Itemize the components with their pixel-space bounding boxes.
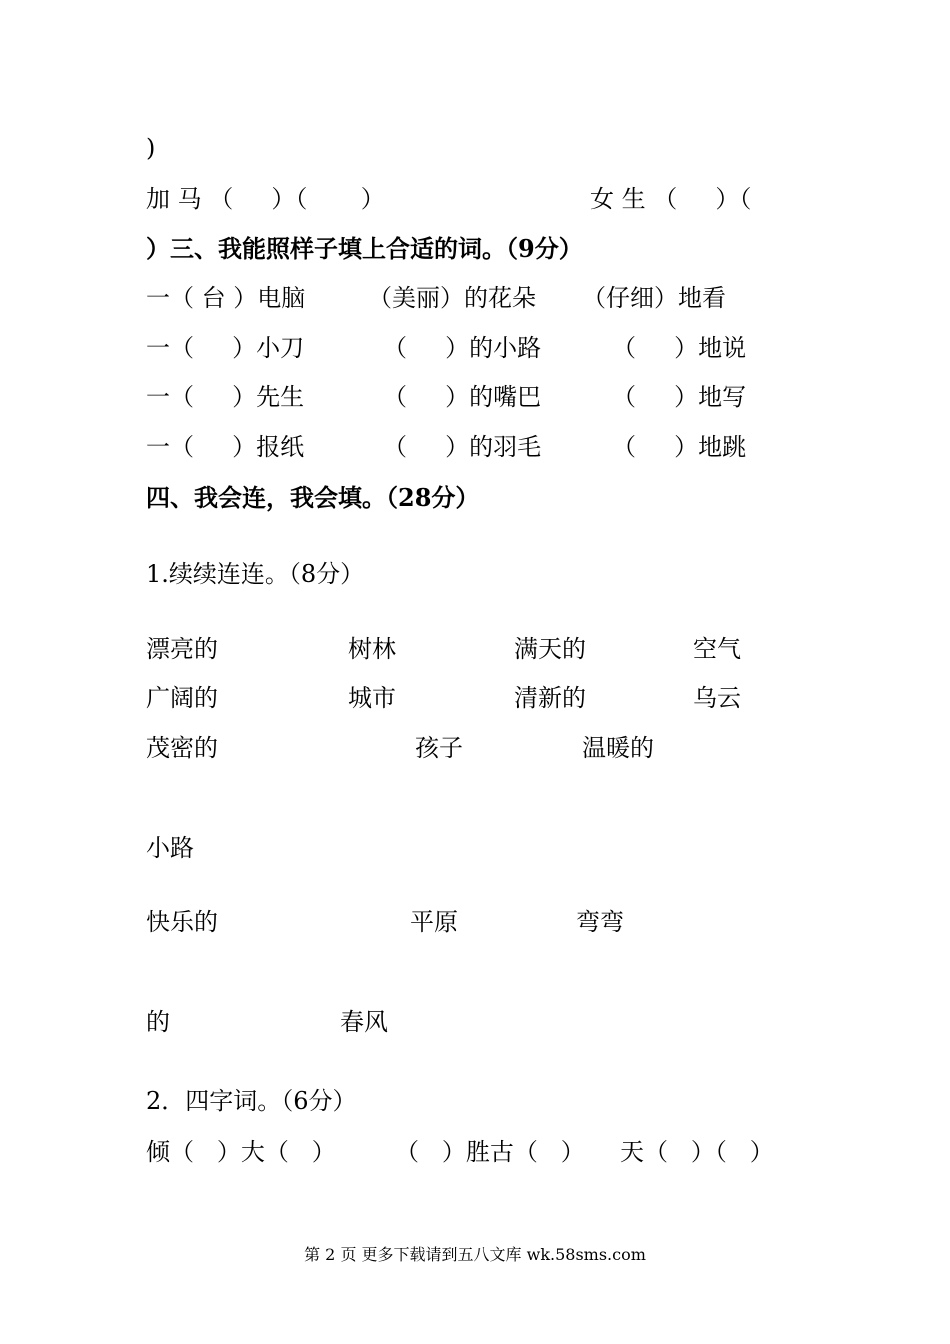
- match-row5-b: 平原: [410, 908, 458, 936]
- q1-title: 1.续续连连。（8分）: [146, 560, 365, 588]
- q2-item-2: （ ）胜古（ ）: [395, 1138, 585, 1166]
- nvsheng-line: 女 生 （ ）（: [590, 185, 752, 213]
- fill-row2-col2: （ ）的小路: [383, 334, 542, 362]
- section4-heading: 四、我会连，我会填。（28分）: [146, 483, 480, 512]
- jiama-line: 加 马 （ ）（ ）: [146, 185, 385, 213]
- match-row3-c: 温暖的: [582, 734, 654, 762]
- match-row6-b: 春风: [340, 1008, 388, 1036]
- section3-heading: ）三、我能照样子填上合适的词。（9分）: [146, 234, 583, 263]
- match-row1-c: 满天的: [514, 635, 586, 663]
- q2-item-3: 天（ ）（ ）: [620, 1138, 774, 1166]
- fill-row4-col2: （ ）的羽毛: [383, 433, 542, 461]
- fill-row3-col2: （ ）的嘴巴: [383, 383, 542, 411]
- fill-row4-col3: （ ）地跳: [612, 433, 747, 461]
- match-row3-b: 孩子: [415, 734, 463, 762]
- match-row5-c: 弯弯: [576, 908, 624, 936]
- paren-close-line: ): [146, 134, 156, 162]
- match-row6-a: 的: [146, 1008, 170, 1036]
- match-row2-a: 广阔的: [146, 684, 218, 712]
- fill-row4-col1: 一（ ）报纸: [146, 433, 305, 461]
- page-footer: 第 2 页 更多下载请到五八文库 wk.58sms.com: [304, 1245, 646, 1264]
- match-row2-d: 乌云: [693, 684, 741, 712]
- fill-row1-col2: （美丽）的花朵: [368, 284, 536, 312]
- match-row1-a: 漂亮的: [146, 635, 218, 663]
- fill-row2-col1: 一（ ）小刀: [146, 334, 305, 362]
- fill-row1-col1: 一（ 台 ）电脑: [146, 284, 306, 312]
- match-row2-c: 清新的: [514, 684, 586, 712]
- match-row2-b: 城市: [348, 684, 396, 712]
- q2-item-1: 倾（ ）大（ ）: [146, 1138, 336, 1166]
- match-row5-a: 快乐的: [146, 908, 218, 936]
- q2-title: 2．四字词。（6分）: [146, 1087, 357, 1115]
- match-row1-d: 空气: [693, 635, 741, 663]
- fill-row2-col3: （ ）地说: [612, 334, 747, 362]
- match-row4-a: 小路: [146, 834, 194, 862]
- fill-row3-col3: （ ）地写: [612, 383, 747, 411]
- match-row1-b: 树林: [348, 635, 396, 663]
- fill-row1-col3: （仔细）地看: [582, 284, 726, 312]
- match-row3-a: 茂密的: [146, 734, 218, 762]
- fill-row3-col1: 一（ ）先生: [146, 383, 305, 411]
